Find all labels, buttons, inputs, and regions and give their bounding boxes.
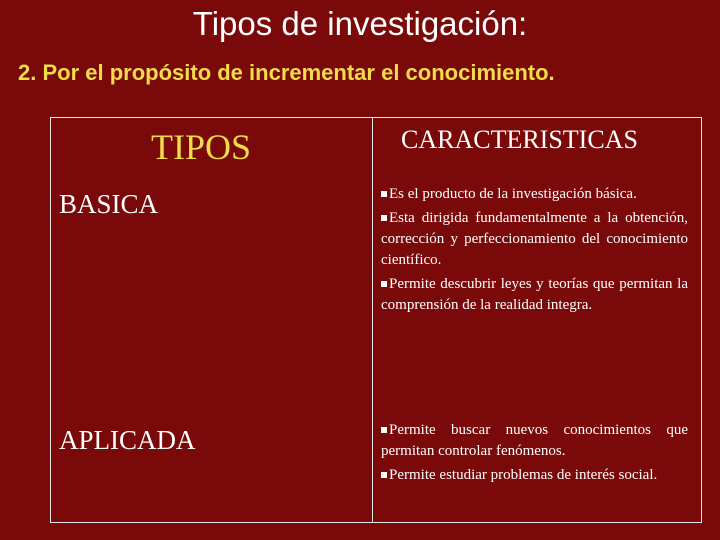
list-item-text: Permite buscar nuevos conocimientos que permitan controlar fenómenos. [381, 422, 688, 459]
list-item-text: Permite estudiar problemas de interés social. [389, 467, 658, 483]
square-bullet-icon [381, 427, 387, 433]
list-item-text: Es el producto de la investigación básica. [389, 186, 637, 202]
square-bullet-icon [381, 281, 387, 287]
description-basica [381, 184, 688, 319]
list-item [381, 420, 688, 462]
square-bullet-icon [381, 215, 387, 221]
square-bullet-icon [381, 191, 387, 197]
list-item [381, 465, 688, 486]
list-item [381, 274, 688, 316]
header-caracteristicas: CARACTERISTICAS [401, 125, 638, 154]
square-bullet-icon [381, 472, 387, 478]
type-label-aplicada: APLICADA [59, 425, 196, 455]
list-item [381, 208, 688, 271]
types-table [50, 117, 702, 523]
column-divider [372, 118, 373, 522]
list-item [381, 184, 688, 205]
type-label-basica: BASICA [59, 189, 159, 219]
slide-title: Tipos de investigación: [192, 5, 528, 42]
slide-subtitle: 2. Por el propósito de incrementar el conocimiento. [18, 60, 555, 85]
list-item-text: Esta dirigida fundamentalmente a la obtención, corrección y perfeccionamiento del conocimiento científico. [381, 210, 688, 268]
list-item-text: Permite descubrir leyes y teorías que permitan la comprensión de la realidad integra. [381, 276, 688, 313]
header-tipos: TIPOS [151, 127, 252, 167]
description-aplicada [381, 420, 688, 489]
